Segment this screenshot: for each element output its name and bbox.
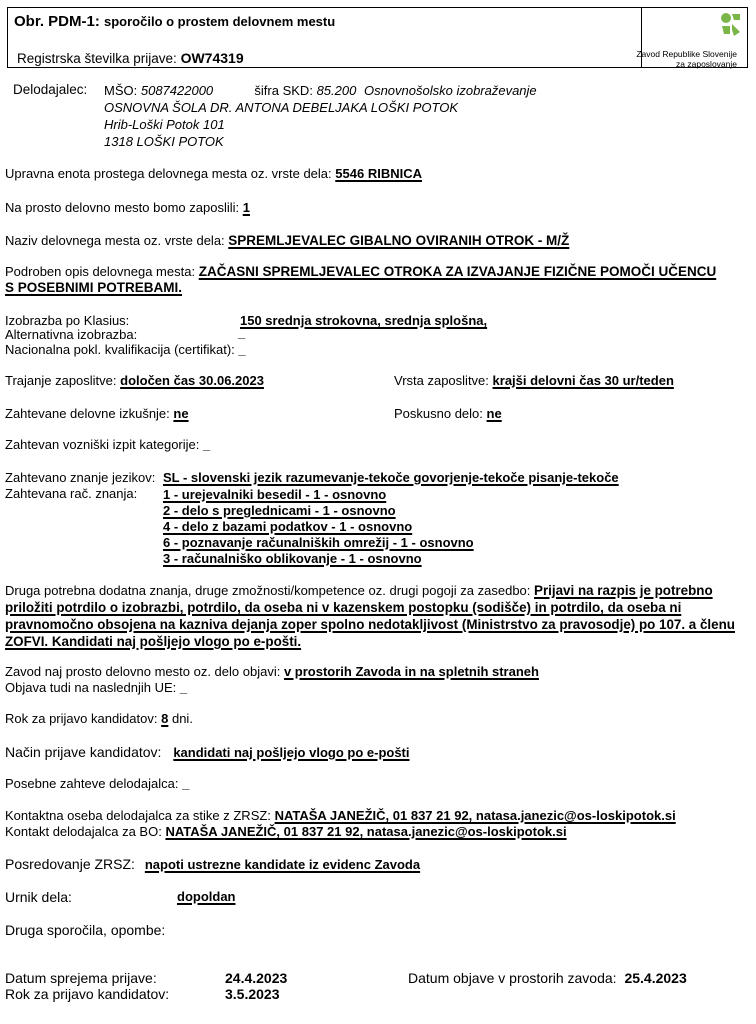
rac-item: 6 - poznavanje računalniških omrežij - 1 - osnovno: [163, 535, 474, 550]
vrsta-row: [394, 373, 674, 388]
ue-row: [5, 680, 187, 695]
opis-value-line-1: ZAČASNI SPREMLJEVALEC OTROKA ZA IZVAJANJE FIZIČNE POMOČI UČENCU: [198, 264, 717, 279]
druga-value: Prijavi na razpis je potrebno priložiti potrdilo o izobrazbi, potrdilo, da oseba ni v kazenskem postopku (sodišče) in potrdilo, da oseba ni pravnomočno obsojena na kazniva dejanja zoper spolno nedotakljivost (Ministrstvo za pravosodje) po 107. a členu ZOFVI. Kandidati naj pošljejo vlogo po e-pošti.: [5, 583, 735, 649]
objavi-value: v prostorih Zavoda in na spletnih straneh: [283, 664, 539, 679]
vrsta-label: Vrsta zaposlitve:: [394, 373, 489, 388]
izobrazba-value: 150 srednja strokovna, srednja splošna,: [240, 313, 488, 328]
employer-address: Hrib-Loški Potok 101: [104, 117, 225, 132]
druga-znanja: [5, 582, 745, 650]
izkusnje-row: [5, 406, 189, 421]
objavi-label: Zavod naj prosto delovno mesto oz. delo objavi:: [5, 664, 281, 679]
trajanje-row: [5, 373, 264, 388]
form-title-text: sporočilo o prostem delovnem mestu: [104, 14, 336, 29]
skd-description: Osnovnošolsko izobraževanje: [363, 83, 537, 98]
alt-izobrazba-value: _: [238, 325, 246, 340]
rac-item: 2 - delo s preglednicami - 1 - osnovno: [163, 503, 396, 518]
izkusnje-value: ne: [173, 406, 189, 421]
opis-value-line-2: S POSEBNIMI POTREBAMI.: [5, 280, 183, 295]
agency-name: [636, 49, 737, 69]
posredovanje-value: napoti ustrezne kandidate iz evidenc Zavoda: [144, 857, 421, 872]
upravna-value: 5546 RIBNICA: [335, 166, 422, 181]
kontakt-bo-label: Kontakt delodajalca za BO:: [5, 824, 162, 839]
izkusnje-label: Zahtevane delovne izkušnje:: [5, 406, 170, 421]
mso-value: 5087422000: [140, 83, 214, 98]
druga-label: Druga potrebna dodatna znanja, druge zmožnosti/kompetence oz. drugi pogoji za zasedbo:: [5, 583, 531, 598]
kontakt-label: Kontaktna oseba delodajalca za stike z ZRSZ:: [5, 808, 271, 823]
kontakt-bo-value: NATAŠA JANEŽIČ, 01 837 21 92, natasa.janezic@os-loskipotok.si: [165, 824, 567, 839]
form-code: Obr. PDM-1:: [14, 13, 100, 30]
count-label: Na prosto delovno mesto bomo zaposlili:: [5, 200, 240, 215]
sprejem-label: Datum sprejema prijave:: [5, 970, 157, 986]
kontakt-value: NATAŠA JANEŽIČ, 01 837 21 92, natasa.janezic@os-loskipotok.si: [274, 808, 676, 823]
ue-value: _: [179, 680, 188, 695]
objava-value: 25.4.2023: [624, 970, 687, 986]
count-row: [5, 200, 250, 215]
vozniski-row: [5, 437, 210, 452]
posebne-value: _: [182, 776, 190, 791]
agency-line-1: Zavod Republike Slovenije: [636, 49, 737, 59]
rac-item: 4 - delo z bazami podatkov - 1 - osnovno: [163, 519, 413, 534]
alt-izobrazba-label: Alternativna izobrazba:: [5, 327, 138, 342]
form-title: [14, 13, 335, 30]
posebne-label: Posebne zahteve delodajalca:: [5, 776, 179, 791]
npk-value: _: [238, 342, 246, 357]
objava-label: Datum objave v prostorih zavoda:: [408, 970, 617, 986]
sporocila-label: Druga sporočila, opombe:: [5, 922, 166, 938]
nacin-value: kandidati naj pošljejo vlogo po e-pošti: [173, 745, 410, 760]
poskusno-value: ne: [486, 406, 502, 421]
form-header: [7, 7, 748, 68]
employer-name: OSNOVNA ŠOLA DR. ANTONA DEBELJAKA LOŠKI POTOK: [104, 100, 458, 115]
rok-prijave-label: Rok za prijavo kandidatov:: [5, 986, 170, 1002]
urnik-value: dopoldan: [177, 889, 236, 904]
rac-label: Zahtevana rač. znanja:: [5, 486, 138, 501]
registration-number: OW74319: [180, 50, 244, 66]
count-value: 1: [242, 200, 250, 215]
upravna-row: [5, 166, 422, 181]
kontakt-row: [5, 808, 676, 823]
zrsz-logo-icon: [720, 12, 742, 38]
poskusno-label: Poskusno delo:: [394, 406, 483, 421]
rok-value: 8: [161, 711, 169, 726]
jeziki-value: SL - slovenski jezik razumevanje-tekoče govorjenje-tekoče pisanje-tekoče: [163, 470, 619, 485]
rok-prijave-value: 3.5.2023: [225, 986, 280, 1002]
kontakt-bo-row: [5, 824, 567, 839]
employer-ids: [104, 83, 537, 98]
skd-label: šifra SKD:: [254, 83, 313, 98]
trajanje-label: Trajanje zaposlitve:: [5, 373, 117, 388]
izobrazba-label: Izobrazba po Klasius:: [5, 313, 130, 328]
opis-row: [5, 264, 716, 279]
nacin-label: Način prijave kandidatov:: [5, 744, 162, 760]
upravna-label: Upravna enota prostega delovnega mesta oz. vrste dela:: [5, 166, 332, 181]
vrsta-value: krajši delovni čas 30 ur/teden: [492, 373, 674, 388]
npk-label: Nacionalna pokl. kvalifikacija (certifikat):: [5, 342, 235, 357]
trajanje-value: določen čas 30.06.2023: [120, 373, 264, 388]
employer-post: 1318 LOŠKI POTOK: [104, 134, 224, 149]
mso-label: MŠO:: [104, 83, 138, 98]
jeziki-label: Zahtevano znanje jezikov:: [5, 470, 156, 485]
nacin-row: [5, 744, 410, 760]
objavi-row: [5, 664, 539, 679]
skd-value: 85.200: [316, 83, 357, 98]
posredovanje-row: [5, 856, 420, 872]
naziv-label: Naziv delovnega mesta oz. vrste dela:: [5, 233, 225, 248]
opis-label: Podroben opis delovnega mesta:: [5, 264, 196, 279]
objava-row: [408, 970, 687, 986]
rok-row: [5, 711, 193, 726]
rac-item: 3 - računalniško oblikovanje - 1 - osnovno: [163, 551, 422, 566]
ue-label: Objava tudi na naslednjih UE:: [5, 680, 177, 695]
rok-unit: dni.: [171, 711, 193, 726]
poskusno-row: [394, 406, 502, 421]
posredovanje-label: Posredovanje ZRSZ:: [5, 856, 135, 872]
rac-item: 1 - urejevalniki besedil - 1 - osnovno: [163, 487, 387, 502]
npk-row: [5, 342, 246, 357]
urnik-label: Urnik dela:: [5, 889, 72, 905]
agency-line-2: za zaposlovanje: [676, 59, 737, 69]
naziv-value: SPREMLJEVALEC GIBALNO OVIRANIH OTROK - M/Ž: [228, 233, 570, 248]
naziv-row: [5, 233, 569, 248]
posebne-row: [5, 776, 189, 791]
vozniski-value: _: [203, 437, 211, 452]
sprejem-value: 24.4.2023: [225, 970, 288, 986]
rok-label: Rok za prijavo kandidatov:: [5, 711, 158, 726]
vozniski-label: Zahtevan vozniški izpit kategorije:: [5, 437, 200, 452]
registration-label: Registrska številka prijave:: [17, 51, 177, 66]
registration-line: [17, 50, 244, 66]
employer-label: Delodajalec:: [13, 82, 88, 97]
